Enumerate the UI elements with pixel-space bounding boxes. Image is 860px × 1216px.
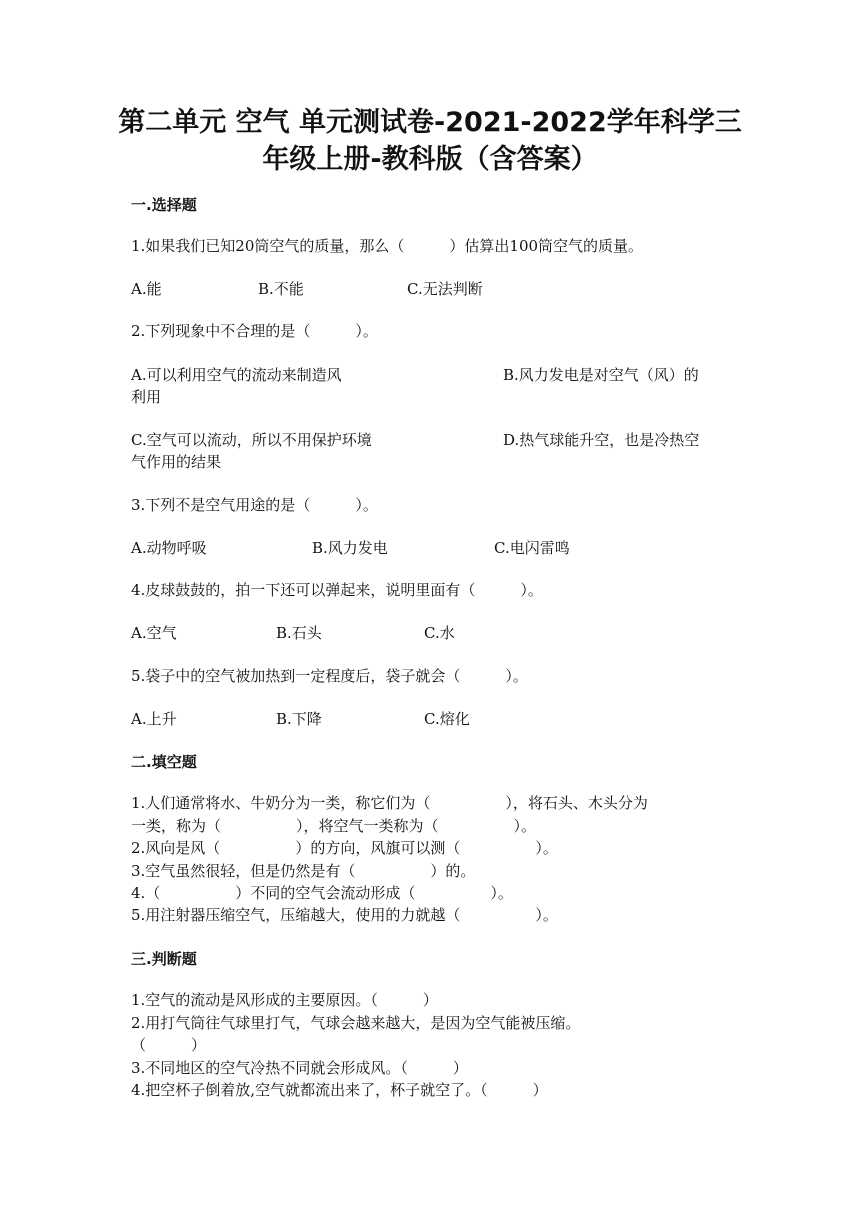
question-4-option-a[interactable]: A.空气 (131, 624, 177, 642)
document-title (60, 104, 800, 178)
judge-question-2-line-2: （ ） (131, 1036, 207, 1054)
question-2-options-row-1 (131, 364, 731, 408)
title-line-1: 第二单元 空气 单元测试卷-2021-2022学年科学三 (118, 107, 742, 138)
section-heading-choice: 一.选择题 (131, 196, 197, 214)
fill-question-2: 2.风向是风（ ）的方向，风旗可以测（ ）。 (131, 839, 558, 857)
section-heading-fill-blank: 二.填空题 (131, 753, 197, 771)
fill-question-4: 4.（ ）不同的空气会流动形成（ ）。 (131, 884, 513, 902)
fill-question-1-line-2: 一类，称为（ ），将空气一类称为（ ）。 (131, 817, 537, 835)
fill-question-5: 5.用注射器压缩空气，压缩越大，使用的力就越（ ）。 (131, 906, 558, 924)
question-1-option-a[interactable]: A.能 (131, 280, 162, 298)
judge-question-1: 1.空气的流动是风形成的主要原因。（ ） (131, 991, 438, 1009)
section-heading-true-false: 三.判断题 (131, 950, 197, 968)
question-4-option-b[interactable]: B.石头 (276, 624, 322, 642)
question-2-option-c[interactable]: C.空气可以流动，所以不用保护环境 (131, 431, 372, 449)
question-2-option-a[interactable]: A.可以利用空气的流动来制造风 (131, 366, 342, 384)
question-4-option-c[interactable]: C.水 (424, 624, 455, 642)
fill-question-1-line-1: 1.人们通常将水、牛奶分为一类，称它们为（ ），将石头、木头分为 (131, 794, 648, 812)
question-2-options-row-2 (131, 429, 731, 473)
question-3-option-b[interactable]: B.风力发电 (312, 539, 388, 557)
judge-question-2-line-1: 2.用打气筒往气球里打气，气球会越来越大，是因为空气能被压缩。 (131, 1014, 581, 1032)
question-2-option-b-continued: 利用 (131, 388, 162, 406)
question-1-option-c[interactable]: C.无法判断 (407, 280, 483, 298)
question-5-option-c[interactable]: C.熔化 (424, 710, 470, 728)
question-2-option-d-continued: 气作用的结果 (131, 453, 222, 471)
question-1-option-b[interactable]: B.不能 (258, 280, 304, 298)
question-3-option-c[interactable]: C.电闪雷鸣 (494, 539, 570, 557)
question-4-stem: 4.皮球鼓鼓的，拍一下还可以弹起来，说明里面有（ ）。 (131, 581, 543, 599)
question-3-stem: 3.下列不是空气用途的是（ ）。 (131, 496, 378, 514)
question-2-stem: 2.下列现象中不合理的是（ ）。 (131, 322, 378, 340)
judge-question-3: 3.不同地区的空气冷热不同就会形成风。（ ） (131, 1059, 468, 1077)
question-5-option-b[interactable]: B.下降 (276, 710, 322, 728)
fill-question-3: 3.空气虽然很轻，但是仍然是有（ ）的。 (131, 862, 476, 880)
question-5-option-a[interactable]: A.上升 (131, 710, 177, 728)
question-5-stem: 5.袋子中的空气被加热到一定程度后，袋子就会（ ）。 (131, 667, 528, 685)
question-3-option-a[interactable]: A.动物呼吸 (131, 539, 207, 557)
judge-question-4: 4.把空杯子倒着放,空气就都流出来了，杯子就空了。（ ） (131, 1081, 548, 1099)
question-2-option-d[interactable]: D.热气球能升空，也是冷热空 (503, 431, 700, 449)
question-1-stem: 1.如果我们已知20筒空气的质量，那么（ ）估算出100筒空气的质量。 (131, 237, 644, 255)
question-2-option-b[interactable]: B.风力发电是对空气（风）的 (503, 366, 699, 384)
title-line-2: 年级上册-教科版（含答案） (262, 144, 598, 175)
